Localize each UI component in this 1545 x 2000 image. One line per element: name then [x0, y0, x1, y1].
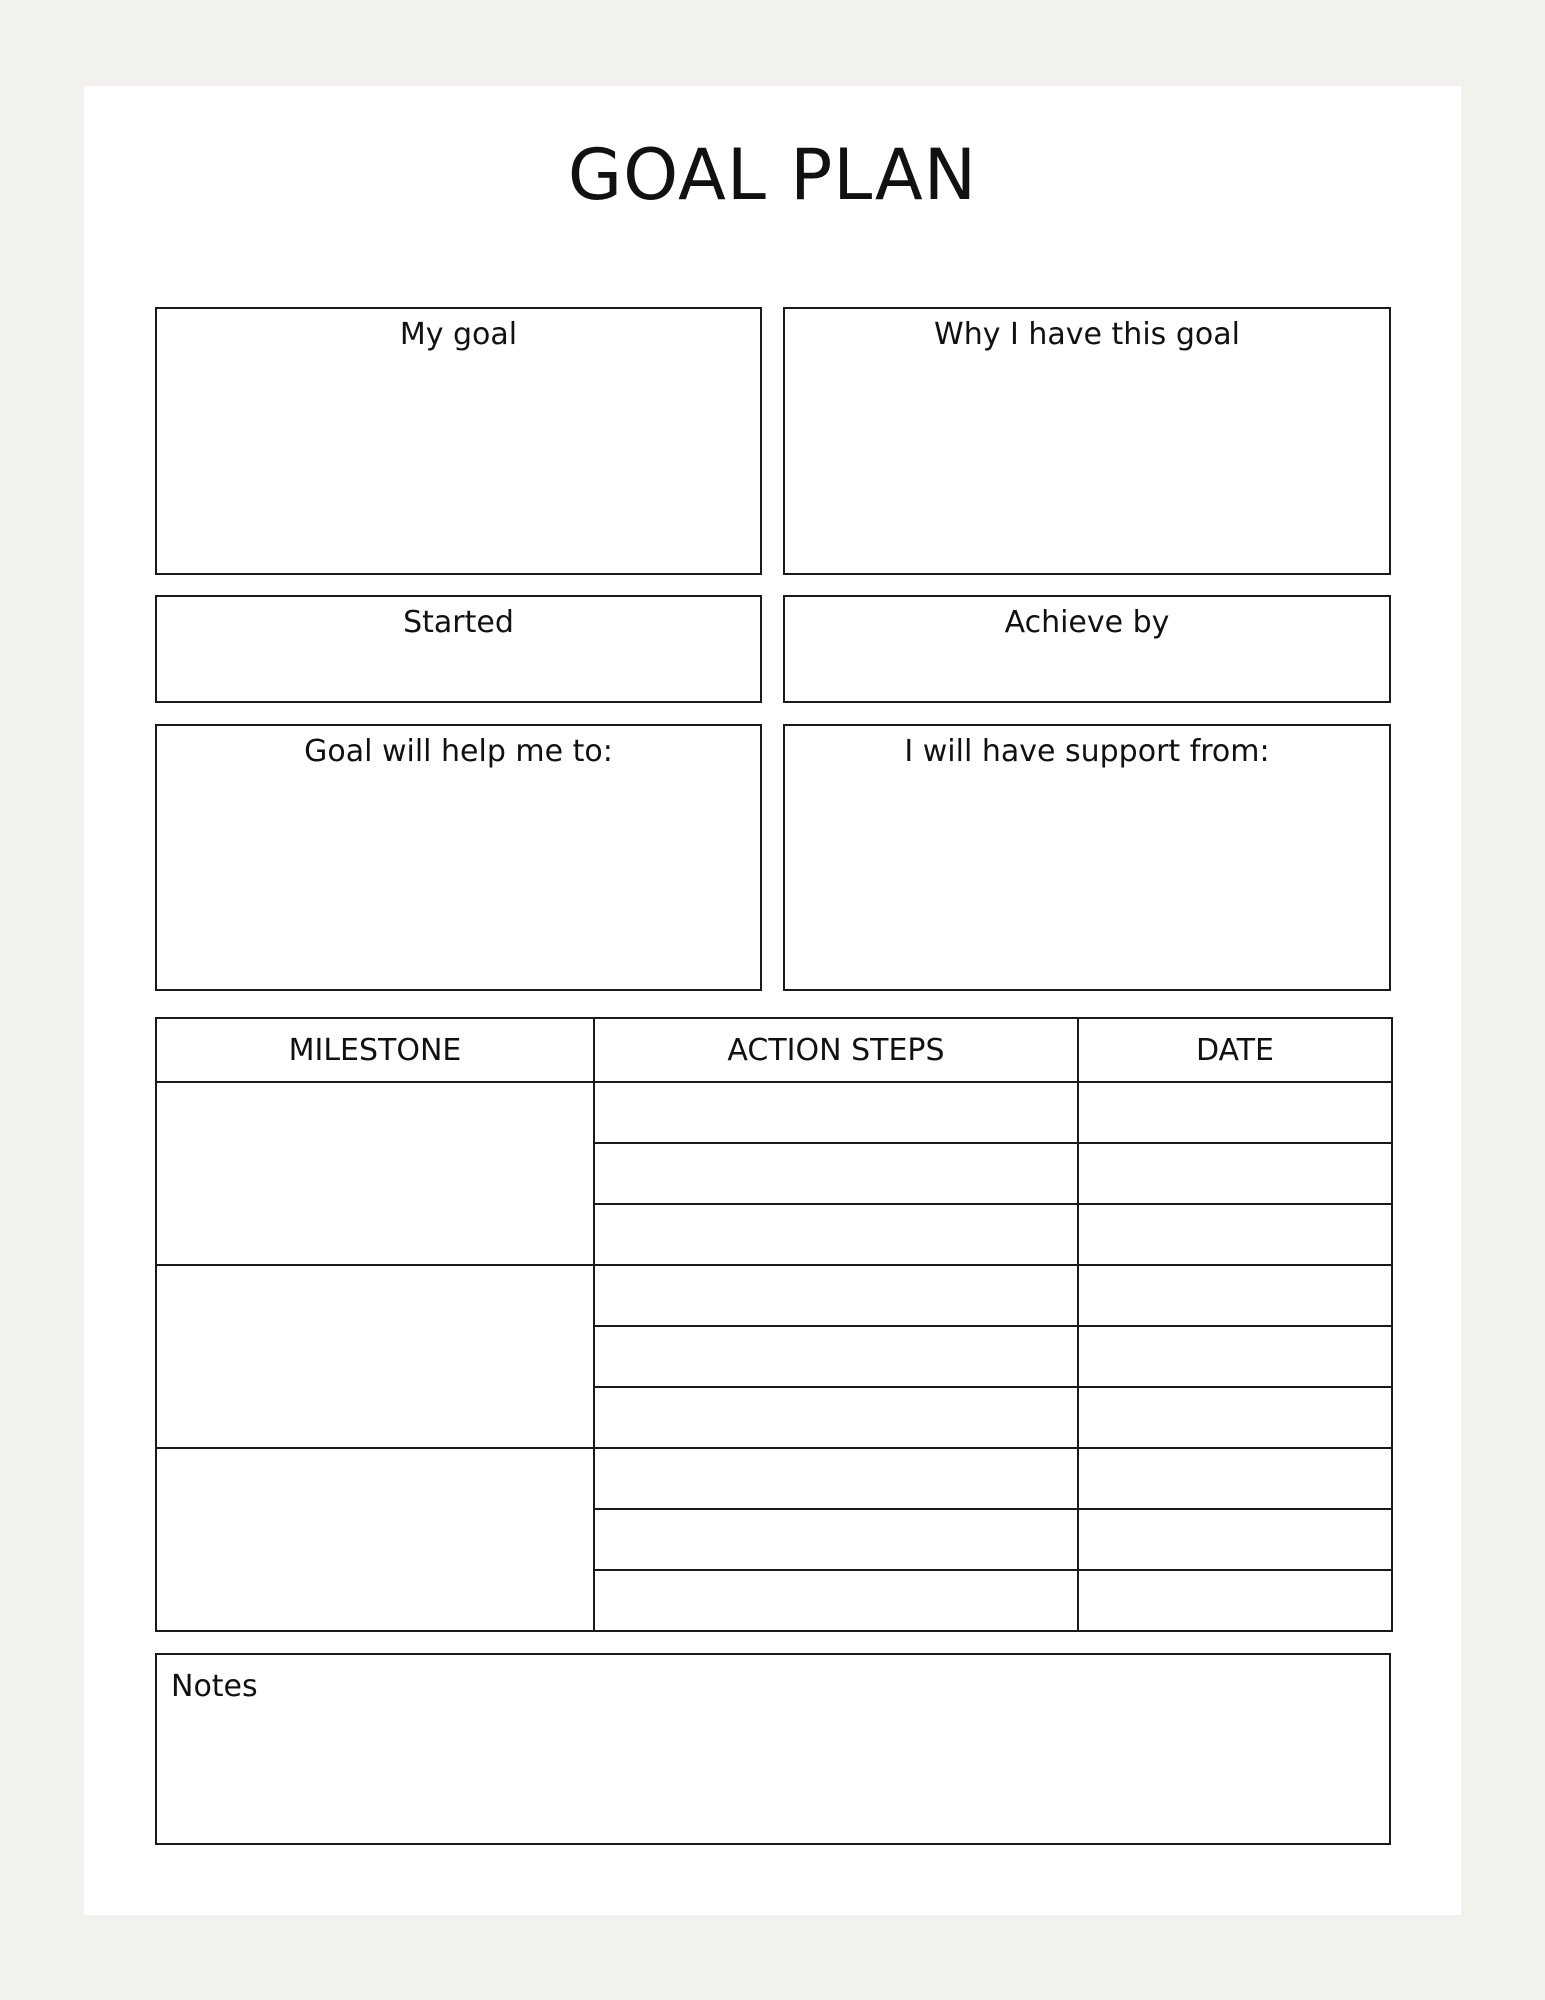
- action-step-cell[interactable]: [594, 1570, 1078, 1631]
- milestone-cell[interactable]: [156, 1448, 594, 1631]
- action-step-cell[interactable]: [594, 1265, 1078, 1326]
- date-cell[interactable]: [1078, 1570, 1392, 1631]
- action-step-cell[interactable]: [594, 1082, 1078, 1143]
- why-goal-box[interactable]: [783, 307, 1391, 575]
- action-step-cell[interactable]: [594, 1448, 1078, 1509]
- help-me-label: Goal will help me to:: [304, 734, 613, 769]
- table-row: [156, 1448, 1392, 1509]
- action-step-cell[interactable]: [594, 1509, 1078, 1570]
- table-row: [156, 1082, 1392, 1143]
- why-goal-label: Why I have this goal: [934, 317, 1240, 352]
- date-cell[interactable]: [1078, 1265, 1392, 1326]
- milestone-table: [155, 1017, 1393, 1632]
- milestone-cell[interactable]: [156, 1082, 594, 1265]
- date-header: DATE: [1078, 1018, 1392, 1082]
- notes-box[interactable]: [155, 1653, 1391, 1845]
- action-step-cell[interactable]: [594, 1326, 1078, 1387]
- my-goal-label: My goal: [399, 317, 518, 352]
- achieve-by-box[interactable]: [783, 595, 1391, 703]
- notes-label: Notes: [171, 1669, 258, 1704]
- milestone-cell[interactable]: [156, 1265, 594, 1448]
- support-label: I will have support from:: [904, 734, 1270, 769]
- date-cell[interactable]: [1078, 1387, 1392, 1448]
- action-steps-header: ACTION STEPS: [594, 1018, 1078, 1082]
- date-cell[interactable]: [1078, 1326, 1392, 1387]
- milestone-header: MILESTONE: [156, 1018, 594, 1082]
- help-me-box[interactable]: [155, 724, 762, 991]
- date-cell[interactable]: [1078, 1082, 1392, 1143]
- page-title: GOAL PLAN: [567, 134, 978, 216]
- date-cell[interactable]: [1078, 1204, 1392, 1265]
- table-header-row: [156, 1018, 1392, 1082]
- started-box[interactable]: [155, 595, 762, 703]
- date-cell[interactable]: [1078, 1448, 1392, 1509]
- achieve-by-label: Achieve by: [1004, 605, 1170, 640]
- started-label: Started: [403, 605, 514, 640]
- support-box[interactable]: [783, 724, 1391, 991]
- action-step-cell[interactable]: [594, 1387, 1078, 1448]
- action-step-cell[interactable]: [594, 1204, 1078, 1265]
- my-goal-box[interactable]: [155, 307, 762, 575]
- date-cell[interactable]: [1078, 1509, 1392, 1570]
- date-cell[interactable]: [1078, 1143, 1392, 1204]
- action-step-cell[interactable]: [594, 1143, 1078, 1204]
- table-row: [156, 1265, 1392, 1326]
